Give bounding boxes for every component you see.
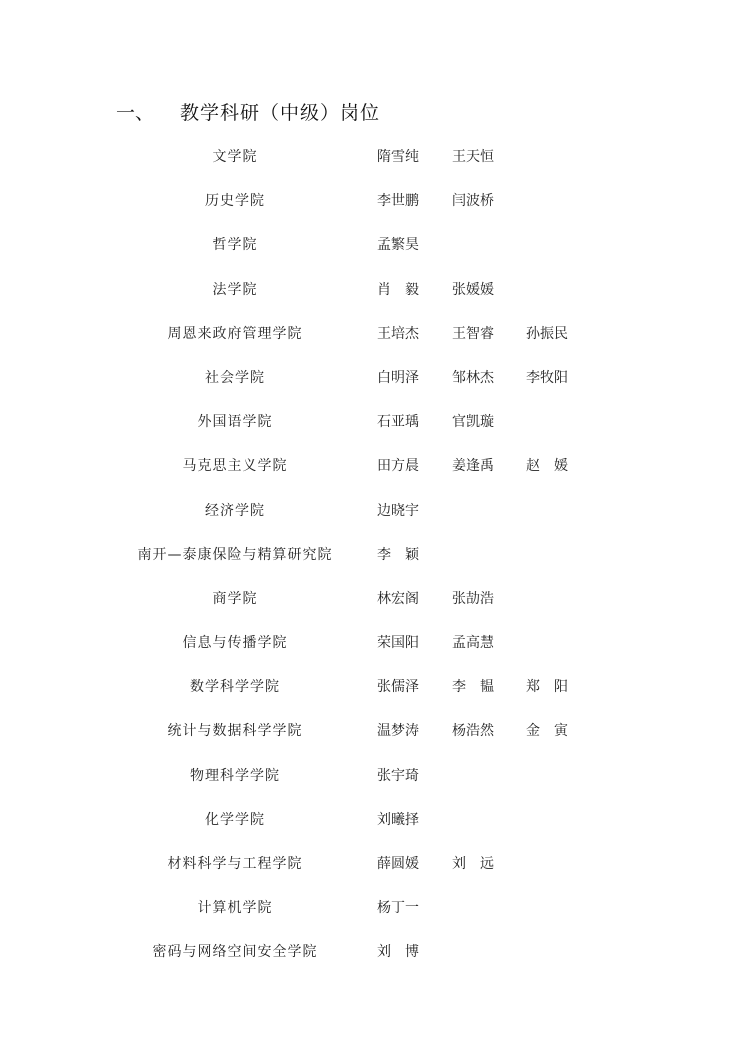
list-row (0, 408, 749, 452)
list-row (0, 894, 749, 938)
list-row (0, 717, 749, 761)
person-name: 李牧阳 (526, 369, 568, 386)
department-name: 马克思主义学院 (182, 458, 288, 475)
person-name: 王智睿 (452, 325, 494, 342)
person-name: 邹林杰 (452, 369, 494, 386)
list-row (0, 497, 749, 541)
department-name: 文学院 (212, 149, 258, 165)
person-name: 刘 博 (377, 944, 419, 961)
department-name: 商学院 (212, 590, 258, 607)
department-name: 社会学院 (205, 369, 265, 386)
section-number: 一、 (116, 102, 155, 124)
person-name: 隋雪纯 (377, 149, 419, 165)
department-name: 周恩来政府管理学院 (167, 325, 303, 342)
list-row (0, 806, 749, 850)
person-name: 刘 远 (452, 856, 494, 872)
person-name: 孙振民 (526, 325, 568, 342)
list-row (0, 541, 749, 585)
list-row (0, 850, 749, 894)
list-row (0, 320, 749, 364)
section-title: 教学科研（中级）岗位 (180, 102, 381, 124)
person-name: 闫波桥 (452, 193, 494, 210)
department-name: 信息与传播学院 (182, 635, 288, 652)
department-name: 南开—泰康保险与精算研究院 (137, 546, 333, 563)
list-row (0, 673, 749, 717)
person-name: 张宇琦 (377, 767, 419, 784)
person-name: 孟高慧 (452, 635, 494, 652)
list-row (0, 938, 749, 982)
department-name: 法学院 (212, 281, 258, 298)
person-name: 李 韫 (452, 679, 494, 696)
person-name: 赵 媛 (526, 458, 568, 475)
person-name: 李 颖 (377, 546, 419, 563)
person-name: 李世鹏 (377, 193, 419, 210)
list-row (0, 629, 749, 673)
person-name: 石亚瑀 (377, 414, 419, 431)
appointment-list (0, 143, 749, 983)
person-name: 白明泽 (377, 369, 419, 386)
department-name: 计算机学院 (197, 900, 273, 917)
department-name: 物理科学学院 (190, 767, 280, 784)
list-row (0, 452, 749, 496)
person-name: 杨浩然 (452, 723, 494, 740)
department-name: 密码与网络空间安全学院 (152, 944, 318, 961)
person-name: 张儒泽 (377, 679, 419, 696)
person-name: 田方晨 (377, 458, 419, 475)
list-row (0, 762, 749, 806)
person-name: 郑 阳 (526, 679, 568, 696)
person-name: 薛圆媛 (377, 856, 419, 872)
department-name: 数学科学学院 (190, 679, 280, 696)
list-row (0, 187, 749, 231)
person-name: 杨丁一 (377, 900, 419, 917)
list-row (0, 143, 749, 187)
person-name: 王天恒 (452, 149, 494, 165)
department-name: 材料科学与工程学院 (167, 856, 303, 872)
department-name: 经济学院 (205, 502, 265, 519)
person-name: 肖 毅 (377, 281, 419, 298)
person-name: 官凯璇 (452, 414, 494, 431)
department-name: 历史学院 (205, 193, 265, 210)
list-row (0, 585, 749, 629)
person-name: 姜逢禹 (452, 458, 494, 475)
person-name: 张媛媛 (452, 281, 494, 298)
person-name: 张劼浩 (452, 590, 494, 607)
person-name: 刘曦择 (377, 811, 419, 828)
department-name: 化学学院 (205, 811, 265, 828)
list-row (0, 231, 749, 275)
person-name: 林宏阁 (377, 590, 419, 607)
person-name: 边晓宇 (377, 502, 419, 519)
list-row (0, 276, 749, 320)
person-name: 温梦涛 (377, 723, 419, 740)
list-row (0, 364, 749, 408)
person-name: 孟繁昊 (377, 237, 419, 254)
department-name: 哲学院 (212, 237, 258, 254)
person-name: 金 寅 (526, 723, 568, 740)
person-name: 荣国阳 (377, 635, 419, 652)
department-name: 统计与数据科学学院 (167, 723, 303, 740)
person-name: 王培杰 (377, 325, 419, 342)
department-name: 外国语学院 (197, 414, 273, 431)
